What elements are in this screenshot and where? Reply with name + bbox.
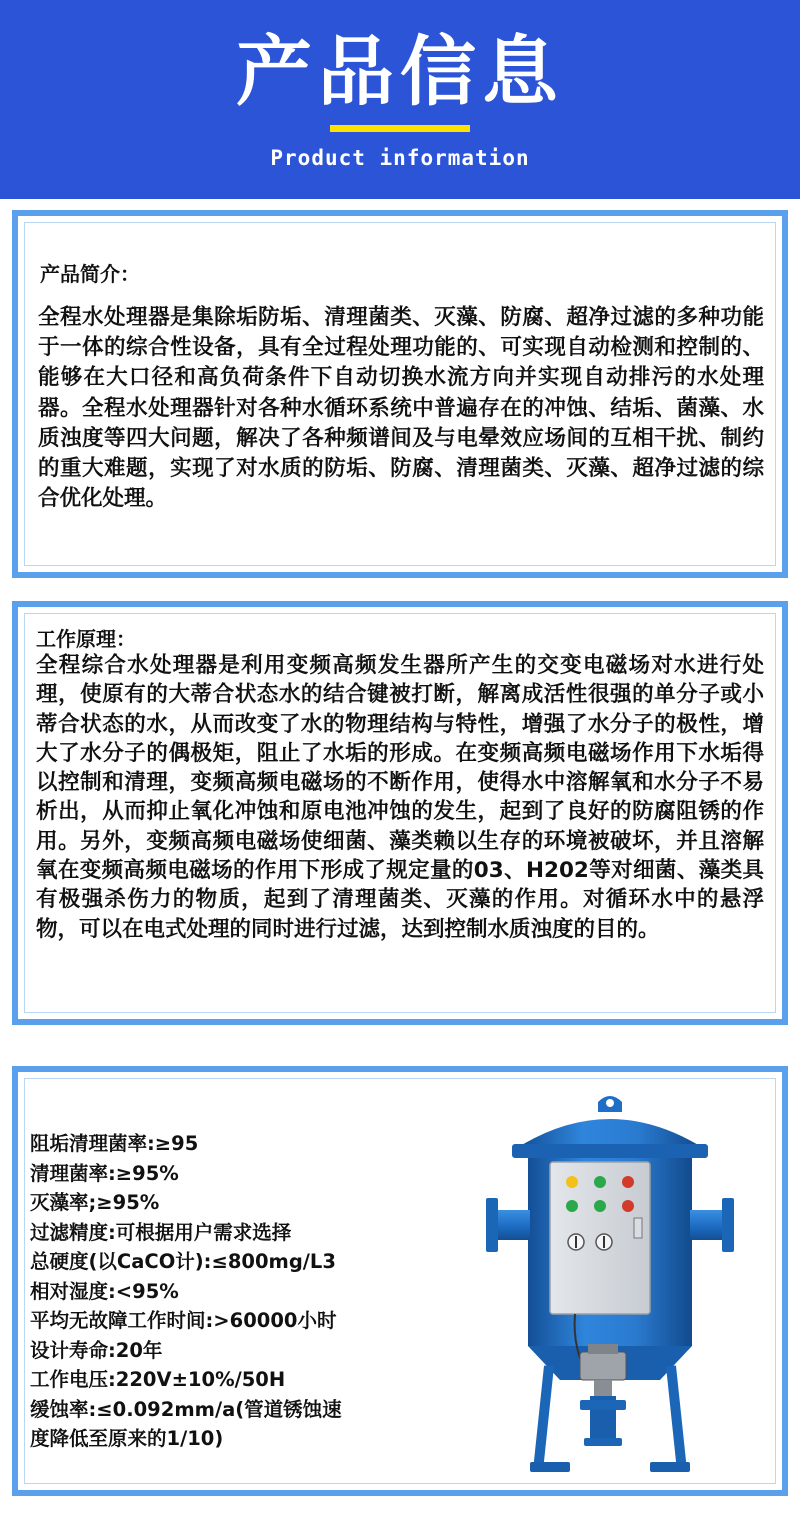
- spec-item: 阻垢清理菌率:≥95: [30, 1132, 199, 1155]
- spec-item: 平均无故障工作时间:>60000小时: [30, 1309, 337, 1332]
- spec-list: [30, 1129, 470, 1454]
- spec-item: 灭藻率;≥95%: [30, 1191, 160, 1214]
- water-processor-image: [480, 1090, 740, 1480]
- title-underline: [330, 125, 470, 132]
- spec-item: 清理菌率:≥95%: [30, 1161, 179, 1185]
- header-banner: [0, 0, 800, 199]
- spec-item: 缓蚀率:≤0.092mm/a(管道锈蚀速: [30, 1397, 342, 1421]
- page-title: 产品信息: [236, 27, 564, 116]
- principle-heading: 工作原理：: [36, 627, 136, 651]
- spec-item: 工作电压:220V±10%/50H: [30, 1368, 286, 1391]
- spec-item: 总硬度(以CaCO计):≤800mg/L3: [30, 1250, 336, 1273]
- spec-item: 度降低至原来的1/10): [30, 1427, 224, 1450]
- spec-item: 过滤精度:可根据用户需求选择: [30, 1220, 292, 1244]
- intro-text: 全程水处理器是集除垢防垢、清理菌类、灭藻、防腐、超净过滤的多种功能于一体的综合性设备，具有全过程处理功能的、可实现自动检测和控制的、能够在大口径和高负荷条件下自动切换水流方向并实现自动排污的水处理器。全程水处理器针对各种水循环系统中普遍存在的冲蚀、结垢、菌藻、水质浊度等四大问题，解决了各种频谱间及与电晕效应场间的互相干扰、制约的重大难题，实现了对水质的防垢、防腐、清理菌类、灭藻、超净过滤的综合优化处理。: [38, 305, 764, 512]
- spec-item: 设计寿命:20年: [30, 1338, 163, 1362]
- intro-heading: 产品简介：: [40, 262, 140, 286]
- principle-text: 全程综合水处理器是利用变频高频发生器所产生的交变电磁场对水进行处理，使原有的大蒂合状态水的结合键被打断，解离成活性很强的单分子或小蒂合状态的水，从而改变了水的物理结构与特性，增强了水分子的极性，增大了水分子的偶极矩，阻止了水垢的形成。在变频高频电磁场作用下水垢得以控制和清理，变频高频电磁场的不断作用，使得水中溶解氧和水分子不易析出，从而抑止氧化冲蚀和原电池冲蚀的发生，起到了良好的防腐阻锈的作用。另外，变频高频电磁场使细菌、藻类赖以生存的环境被破坏，并且溶解氧在变频高频电磁场的作用下形成了规定量的03、H202等对细菌、藻类具有极强杀伤力的物质，起到了清理菌类、灭藻的作用。对循环水中的悬浮物，可以在电式处理的同时进行过滤，达到控制水质浊度的目的。: [36, 653, 764, 942]
- page-subtitle: Product information: [270, 146, 530, 170]
- spec-item: 相对湿度:<95%: [30, 1279, 179, 1303]
